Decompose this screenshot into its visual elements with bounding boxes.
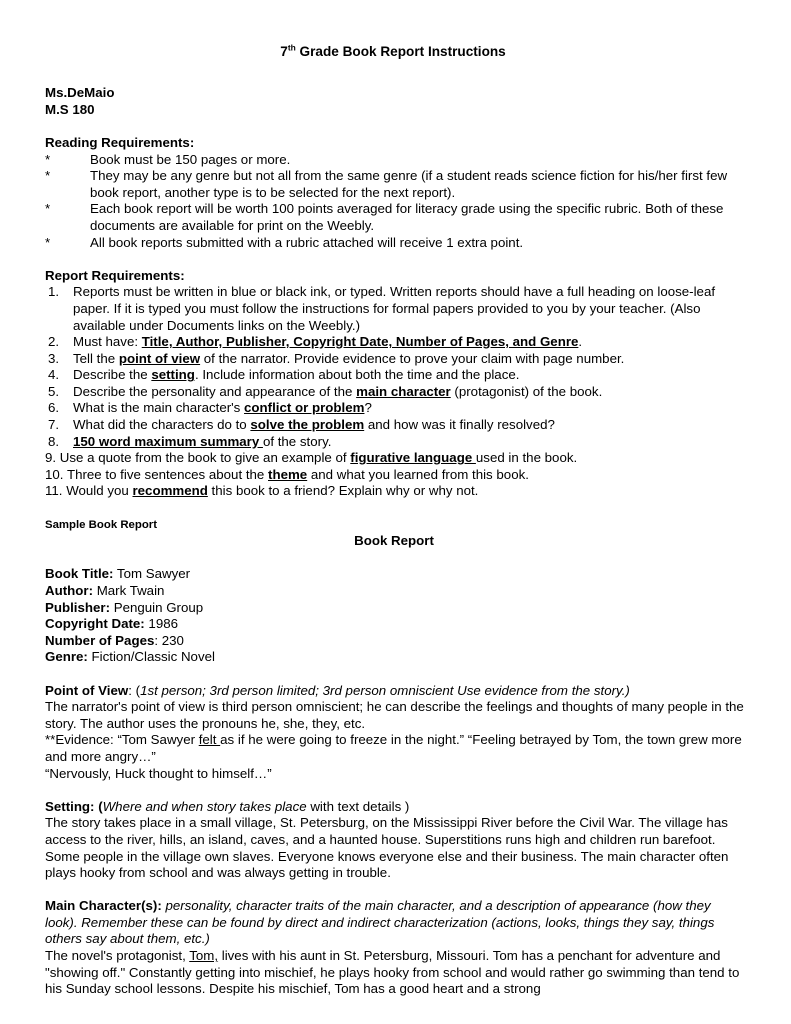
field-author bbox=[45, 583, 745, 600]
main-character-body-tail: lives with his aunt in St. Petersburg, Missouri. Tom has a penchant for adventure and "showing off." Constantly getting into mischief, he plays hooky from school and would rather go swimming than tend to his Sunday school lessons. Despite his mischief, Tom has a good heart and a strong bbox=[45, 948, 740, 997]
setting-body: The story takes place in a small village, St. Petersburg, on the Mississippi River before the Civil War. The village has access to the river, hills, an island, caves, and a haunted house. Superstitions runs high and children run barefoot. Some people in the village own slaves. Everyone knows everyone else and their business. The main character often plays hooky from school and was always getting in trouble. bbox=[45, 815, 729, 881]
bullet-asterisk-icon: * bbox=[45, 201, 51, 217]
field-value: 1986 bbox=[144, 616, 179, 632]
list-item bbox=[45, 367, 745, 384]
list-item-number: 2. bbox=[48, 334, 60, 350]
list-item bbox=[45, 434, 745, 451]
page-title bbox=[45, 44, 745, 61]
list-item-tail: used in the book. bbox=[475, 450, 578, 466]
point-of-view-evidence bbox=[45, 732, 745, 765]
list-item-text: What is the main character's bbox=[73, 400, 245, 416]
list-item-tail: of the narrator. Provide evidence to prove your claim with page number. bbox=[200, 350, 625, 366]
list-item-tail: this book to a friend? Explain why or why not. bbox=[207, 483, 479, 499]
list-item bbox=[45, 168, 745, 201]
evidence-lead: **Evidence: “Tom Sawyer bbox=[45, 732, 199, 748]
list-item bbox=[45, 152, 745, 169]
sample-book-report-label: Sample Book Report bbox=[45, 518, 158, 531]
list-item bbox=[45, 235, 745, 252]
list-item-emphasis: 150 word maximum summary bbox=[73, 433, 263, 449]
page-title-rest: Grade Book Report Instructions bbox=[295, 44, 506, 59]
field-value: Penguin Group bbox=[110, 599, 204, 615]
field-label: Genre: bbox=[45, 649, 88, 665]
field-label: Publisher: bbox=[45, 599, 111, 615]
main-character-prompt bbox=[45, 898, 745, 948]
field-genre bbox=[45, 649, 745, 666]
field-book-title bbox=[45, 566, 745, 583]
list-item-tail: and what you learned from this book. bbox=[307, 466, 529, 482]
main-character-prompt-italic: personality, character traits of the main character, and a description of appearance (how they look). Remember these can be found by direct and indirect characterization (actions, looks, things they say, things others say about them, etc.) bbox=[45, 898, 715, 947]
list-item bbox=[45, 284, 745, 334]
setting-prompt bbox=[45, 799, 745, 816]
list-item-text: Use a quote from the book to give an example of bbox=[59, 450, 351, 466]
bullet-asterisk-icon: * bbox=[45, 151, 51, 167]
page-title-ordinal-suffix: th bbox=[287, 42, 296, 53]
list-item bbox=[45, 467, 745, 484]
field-number-of-pages bbox=[45, 633, 745, 650]
list-item-text: Three to five sentences about the bbox=[66, 466, 269, 482]
field-value: Mark Twain bbox=[93, 583, 165, 598]
list-item-text: Must have: bbox=[73, 334, 142, 350]
bullet-asterisk-icon: * bbox=[45, 168, 51, 184]
list-item-number: 1. bbox=[48, 284, 60, 300]
main-character-body-lead: The novel's protagonist, bbox=[45, 948, 190, 964]
list-item-tail: and how was it finally resolved? bbox=[364, 417, 555, 433]
field-label: Book Title: bbox=[45, 566, 114, 582]
list-item-text: Describe the bbox=[73, 367, 152, 383]
list-item-number: 7. bbox=[48, 417, 60, 433]
point-of-view-prompt bbox=[45, 683, 745, 700]
list-item-text: They may be any genre but not all from the same genre (if a student reads science fiction for his/her first few book report, another type is to be selected for the next report). bbox=[90, 168, 728, 200]
list-item bbox=[45, 483, 745, 500]
page-title-number: 7 bbox=[280, 44, 288, 59]
field-label: Author: bbox=[45, 583, 93, 598]
list-item-emphasis: solve the problem bbox=[250, 417, 365, 433]
evidence-tail: as if he were going to freeze in the night.” “Feeling betrayed by Tom, the town grew more and more angry…” bbox=[45, 732, 742, 764]
list-item-text: Would you bbox=[66, 483, 133, 499]
setting-prompt-tail: with text details ) bbox=[306, 798, 410, 814]
list-item-text: Reports must be written in blue or black ink, or typed. Written reports should have a full heading on loose-leaf paper. If it is typed you must follow the instructions for formal papers provided to you by your teacher. (Also available under Documents links on the Weebly.) bbox=[73, 284, 716, 333]
list-item-tail: ? bbox=[364, 400, 372, 416]
list-item-emphasis: setting bbox=[151, 367, 195, 383]
list-item bbox=[45, 450, 745, 467]
field-copyright-date bbox=[45, 616, 745, 633]
list-item-number: 11. bbox=[45, 483, 67, 499]
list-item-text: Book must be 150 pages or more. bbox=[90, 151, 291, 167]
list-item-text: What did the characters do to bbox=[73, 417, 251, 433]
list-item-emphasis: conflict or problem bbox=[244, 400, 365, 416]
list-item-text: Tell the bbox=[73, 350, 119, 366]
list-item-number: 4. bbox=[48, 367, 60, 383]
list-item-text: All book reports submitted with a rubric attached will receive 1 extra point. bbox=[90, 234, 524, 250]
field-label: Copyright Date: bbox=[45, 616, 145, 632]
setting-paren-open: ( bbox=[94, 798, 103, 814]
report-requirements-heading: Report Requirements: bbox=[45, 267, 185, 283]
reading-requirements-list bbox=[45, 152, 745, 252]
field-value: : 230 bbox=[154, 632, 184, 648]
setting-label: Setting: bbox=[45, 798, 95, 814]
evidence-underlined-word: felt bbox=[198, 732, 221, 748]
list-item-tail: of the story. bbox=[262, 433, 332, 449]
list-item-number: 8. bbox=[48, 433, 60, 449]
main-character-label: Main Character(s): bbox=[45, 898, 162, 914]
list-item-emphasis: theme bbox=[268, 466, 308, 482]
list-item-tail: . Include information about both the time and the place. bbox=[194, 367, 520, 383]
list-item bbox=[45, 334, 745, 351]
field-label: Number of Pages bbox=[45, 632, 155, 648]
list-item-number: 9. bbox=[45, 450, 60, 466]
list-item-emphasis: main character bbox=[356, 383, 451, 399]
list-item bbox=[45, 351, 745, 368]
point-of-view-label: Point of View bbox=[45, 682, 129, 698]
list-item-number: 5. bbox=[48, 383, 60, 399]
bullet-asterisk-icon: * bbox=[45, 234, 51, 250]
reading-requirements-heading: Reading Requirements: bbox=[45, 134, 195, 150]
report-requirements-list bbox=[45, 284, 745, 450]
point-of-view-prompt-italic: 1st person; 3rd person limited; 3rd person omniscient Use evidence from the story. bbox=[140, 682, 626, 698]
school-name: M.S 180 bbox=[45, 101, 95, 117]
list-item bbox=[45, 384, 745, 401]
list-item bbox=[45, 400, 745, 417]
point-of-view-evidence-second: “Nervously, Huck thought to himself…” bbox=[45, 765, 272, 781]
list-item-tail: . bbox=[578, 334, 583, 350]
field-value: Tom Sawyer bbox=[113, 566, 191, 582]
list-item-emphasis: recommend bbox=[132, 483, 208, 499]
list-item-text: Describe the personality and appearance of the bbox=[73, 383, 357, 399]
sample-book-report-heading: Book Report bbox=[354, 533, 434, 549]
point-of-view-label-tail: : ( bbox=[128, 682, 141, 698]
list-item-text: Each book report will be worth 100 points averaged for literacy grade using the specific rubric. Both of these documents are available for print on the Weebly. bbox=[90, 201, 724, 233]
field-publisher bbox=[45, 600, 745, 617]
main-character-underlined-name: Tom, bbox=[189, 948, 219, 964]
point-of-view-body: The narrator's point of view is third person omniscient; he can describe the feelings and thoughts of many people in the story. The author uses the pronouns he, she, they, etc. bbox=[45, 699, 744, 731]
list-item-emphasis: Title, Author, Publisher, Copyright Date, Number of Pages, and Genre bbox=[141, 334, 579, 350]
list-item-number: 3. bbox=[48, 350, 60, 366]
setting-prompt-italic: Where and when story takes place bbox=[102, 798, 307, 814]
list-item-emphasis: point of view bbox=[118, 350, 201, 366]
list-item-number: 10. bbox=[45, 466, 67, 482]
field-value: Fiction/Classic Novel bbox=[87, 649, 215, 665]
list-item bbox=[45, 201, 745, 234]
list-item-number: 6. bbox=[48, 400, 60, 416]
main-character-body bbox=[45, 948, 745, 998]
list-item bbox=[45, 417, 745, 434]
teacher-name: Ms.DeMaio bbox=[45, 85, 115, 101]
point-of-view-prompt-close: ) bbox=[625, 682, 630, 698]
list-item-tail: (protagonist) of the book. bbox=[450, 383, 603, 399]
list-item-emphasis: figurative language bbox=[350, 450, 476, 466]
